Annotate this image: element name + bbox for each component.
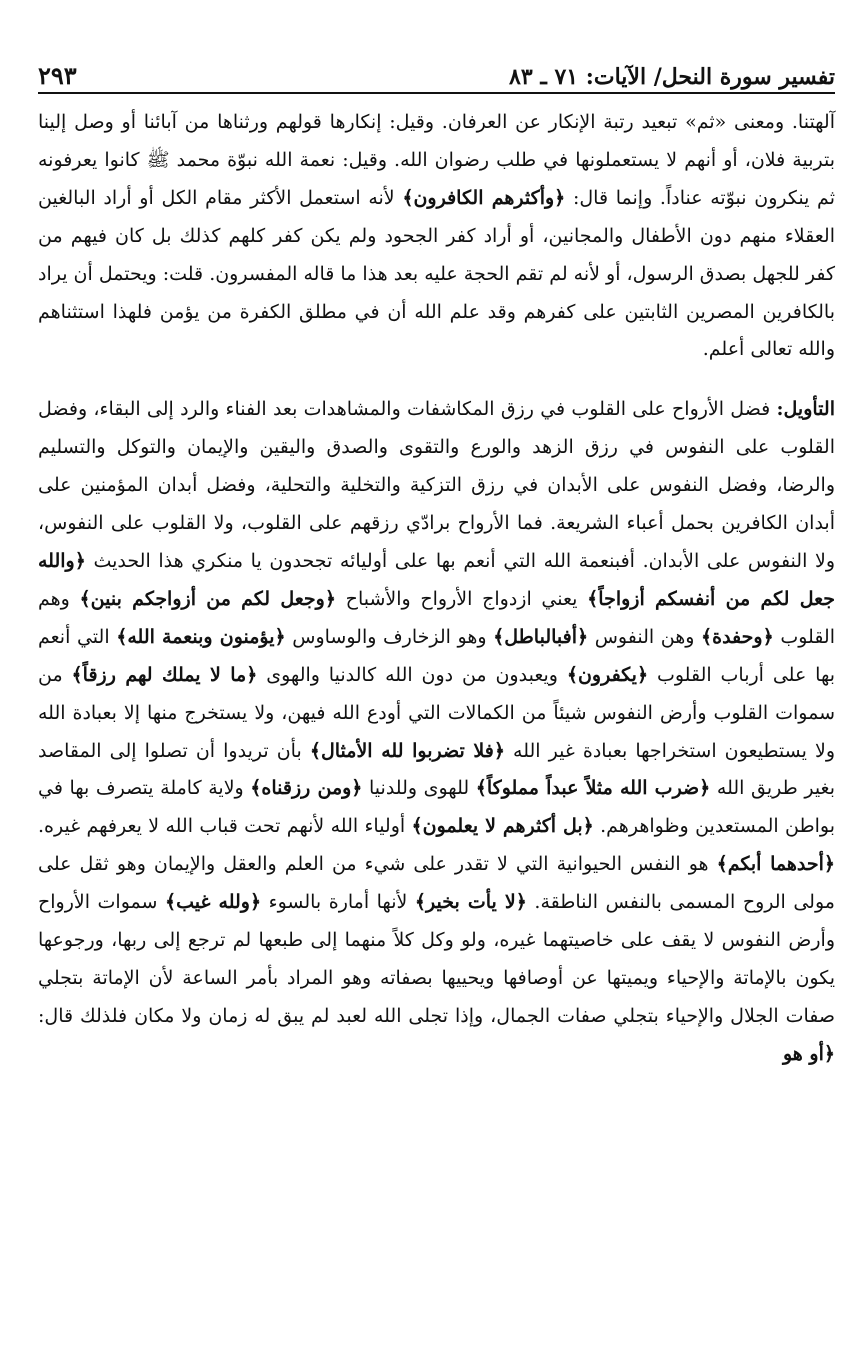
interpretation-paragraph	[38, 391, 835, 1073]
text-segment: فضل الأرواح على القلوب في رزق المكاشفات والمشاهدات بعد الفناء والرد إلى البقاء، وفضل القلوب على النفوس في رزق الزهد والورع والتقوى والصدق واليقين والإيمان والتوكل والتسليم والرضا، وفضل النفوس على الأبدان في رزق التزكية والتخلية والتحلية، وفضل أبدان المؤمنين على أبدان الكافرين بحمل أعباء الشريعة. فما الأرواح برادّي رزقهم على القلوب، ولا القلوب على النفوس، ولا النفوس على الأبدان. أفبنعمة الله التي أنعم بها على أوليائه تجحدون يا منكري هذا الحديث	[38, 398, 835, 572]
text-segment: التي أنعم بها على أرباب القلوب	[38, 625, 835, 686]
quran-quote: ﴿ضرب الله مثلاً عبداً مملوكاً﴾	[475, 777, 711, 800]
quran-quote: ﴿ما لا يملك لهم رزقاً﴾	[71, 663, 258, 686]
quran-quote: ﴿وجعل لكم من أزواجكم بنين﴾	[79, 587, 336, 610]
text-segment: للهوى وللدنيا	[362, 777, 476, 800]
page-body	[38, 104, 835, 1074]
running-title: تفسير سورة النحل/ الآيات: ٧١ ـ ٨٣	[509, 64, 835, 90]
section-label: التأويل:	[776, 398, 835, 421]
text-segment: وهن النفوس	[588, 625, 701, 648]
quran-quote: ﴿أفبالباطل﴾	[493, 625, 589, 648]
commentary-paragraph	[38, 104, 835, 369]
quran-quote: ﴿وحفدة﴾	[701, 625, 774, 648]
quran-quote: ﴿والله جعل لكم من أنفسكم أزواجاً﴾	[38, 549, 835, 610]
text-segment: لأنه استعمل الأكثر مقام الكل أو أراد البالغين العقلاء منهم دون الأطفال والمجانين، أو أراد كفر الجحود ولم يكن كفر كلهم كذلك بل كان فيهم من كفر للجهل بصدق الرسول، أو لأنه لم تقم الحجة عليه بعد هذا ما قاله المفسرون. قلت: ويحتمل أن يراد بالكافرين المصرين الثابتين على كفرهم وقد علم الله أن في مطلق الكفرة من يؤمن فلهذا استثناهم والله تعالى أعلم.	[38, 186, 835, 361]
text-segment: بأن تريدوا أن تصلوا إلى المقاصد بغير طريق الله	[38, 739, 836, 800]
page-header	[38, 58, 835, 94]
text-segment: يعني ازدواج الأرواح والأشباح	[335, 587, 588, 610]
text-segment: وهم القلوب	[38, 587, 835, 648]
quran-quote: ﴿بل أكثرهم لا يعلمون﴾	[411, 815, 594, 838]
text-segment: هو النفس الحيوانية التي لا تقدر على شيء من العلم والعقل والإيمان وهو ثقل على مولى الروح المسمى بالنفس الناطقة.	[38, 853, 835, 914]
text-segment: آلهتنا. ومعنى «ثم» تبعيد رتبة الإنكار عن العرفان. وقيل: إنكارها قولهم ورثناها من آبائنا أو وصل إلينا بتربية فلان، أو أنهم لا يستعملونها في طلب رضوان الله. وقيل: نعمة الله نبوّة محمد ﷺ كانوا يعرفونه ثم ينكرون نبوّته عناداً. وإنما قال:	[38, 111, 835, 209]
text-segment: وهو الزخارف والوساوس	[285, 625, 494, 648]
quran-quote: ﴿أحدهما أبكم﴾	[716, 853, 835, 876]
quran-quote: ﴿يكفرون﴾	[566, 663, 649, 686]
quran-quote: ﴿فلا تضربوا لله الأمثال﴾	[309, 739, 505, 762]
quran-quote: ﴿أو هو	[782, 1042, 835, 1065]
text-segment: ولاية كاملة يتصرف بها في بواطن المستعدين وظواهرهم.	[38, 777, 836, 838]
quran-quote: ﴿لا يأت بخير﴾	[414, 891, 527, 914]
quran-quote: ﴿ولله غيب﴾	[164, 891, 262, 914]
text-segment: سموات الأرواح وأرض النفوس لا يقف على خاصيتهما غيره، ولو وكل كلاً منهما إلى طبعها لم ترجع إلى ربها، ورجوعها يكون بالإماتة والإحياء ويميتها عن أوصافها ويحييها بصفاته وهو المراد بأمر الساعة لأن الإماتة بتجلي صفات الجلال والإحياء بتجلي صفات الجمال، وإذا تجلى الله لعبد لم يبق له زمان ولا مكان فلذلك قال:	[38, 891, 835, 1027]
page-number: ٢٩٣	[38, 61, 77, 90]
text-segment: لأنها أمارة بالسوء	[261, 891, 415, 914]
text-segment: أولياء الله لأنهم تحت قباب الله لا يعرفهم غيره.	[38, 815, 412, 838]
paragraph-gap	[38, 369, 835, 391]
quran-quote: ﴿ومن رزقناه﴾	[250, 777, 363, 800]
text-segment: ويعبدون من دون الله كالدنيا والهوى	[257, 663, 567, 686]
quran-quote: ﴿يؤمنون وبنعمة الله﴾	[116, 625, 286, 648]
quran-quote: ﴿وأكثرهم الكافرون﴾	[402, 186, 566, 209]
text-segment: من سموات القلوب وأرض النفوس شيئاً من الكمالات التي أودع الله فيهن، ولا يستخرج منها إلا بعبادة الله ولا يستطيعون استخراجها بعبادة غير الله	[38, 663, 835, 762]
